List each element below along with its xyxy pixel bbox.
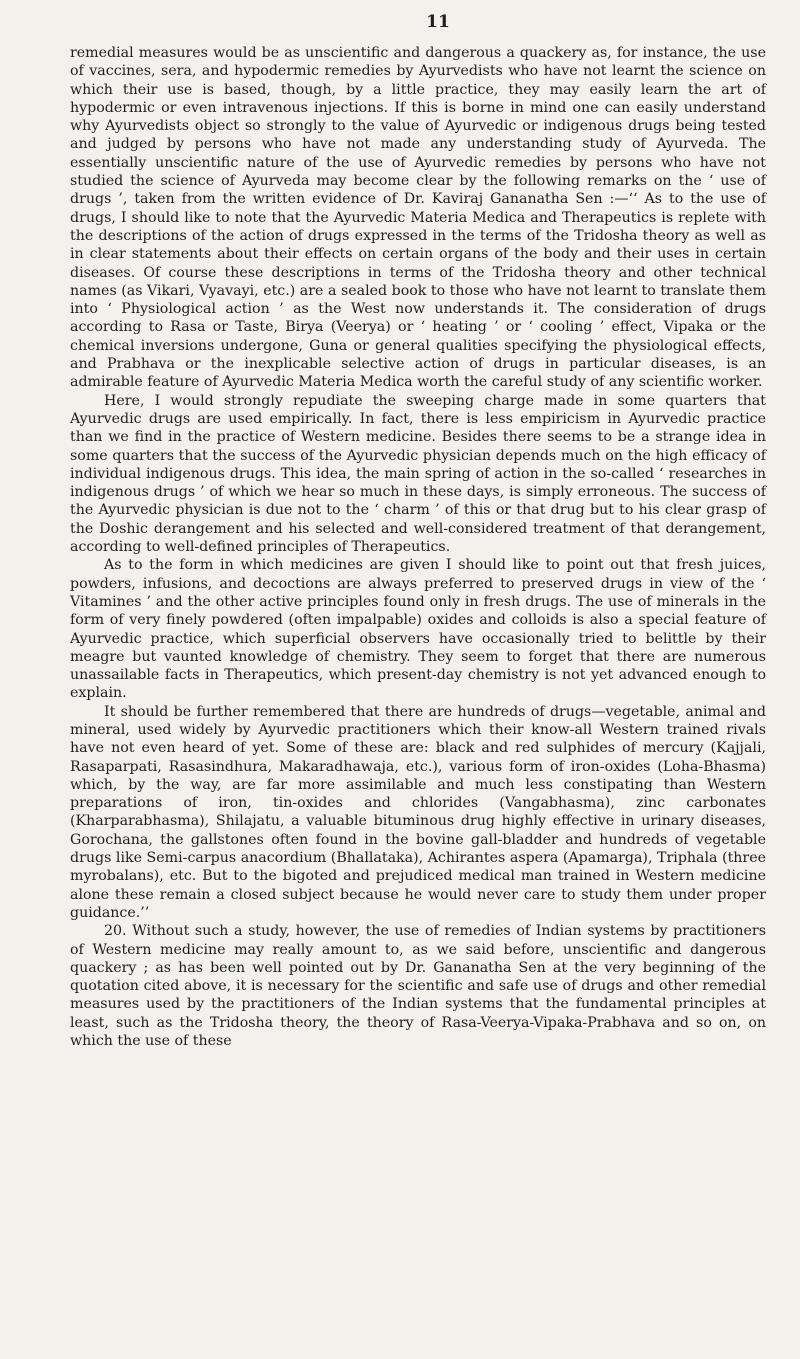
- paragraph-form-of-medicines: As to the form in which medicines are given I should like to point out that fresh juices, powders, infusions, and decoctions are always preferred to preserved drugs in view of the ‘ Vitamines ’ and the other active principles found only in fresh drugs. The use of minerals in the form of very finely powdered (often impalpable) oxides and colloids is also a special feature of Ayurvedic practice, which superficial observers have occasionally tried to belittle by their meagre but vaunted knowledge of chemistry. They seem to forget that there are numerous unassailable facts in Therapeutics, which present-day chemistry is not yet advanced enough to explain.: [70, 557, 766, 702]
- page-number: 11: [426, 12, 450, 32]
- paragraph-continuation: remedial measures would be as unscientific and dangerous a quackery as, for instance, the use of vaccines, sera, and hypodermic remedies by Ayurvedists who have not learnt the science on which their use is based, though, by a little practice, they may easily learn the art of hypodermic or even intravenous injections. If this is borne in mind one can easily understand why Ayurvedists object so strongly to the value of Ayurvedic or indigenous drugs being tested and judged by persons who have not made any understanding study of Ayurveda. The essentially unscientific nature of the use of Ayurvedic remedies by persons who have not studied the science of Ayurveda may become clear by the following remarks on the ‘ use of drugs ’, taken from the written evidence of Dr. Kaviraj Gananatha Sen :—‘‘ As to the use of drugs, I should like to note that the Ayurvedic Materia Medica and Therapeutics is replete with the descriptions of the action of drugs expressed in the terms of the Tridosha theory as well as in clear statements about their effects on certain organs of the body and their uses in certain diseases. Of course these descriptions in terms of the Tridosha theory and other technical names (as Vikari, Vyavayi, etc.) are a sealed book to those who have not learnt to translate them into ‘ Physiological action ’ as the West now understands it. The consideration of drugs according to Rasa or Taste, Birya (Veerya) or ‘ heating ’ or ‘ cooling ’ effect, Vipaka or the chemical inversions undergone, Guna or general qualities specifying the physiological effects, and Prabhava or the inexplicable selective action of drugs in particular diseases, is an admirable feature of Ayurvedic Materia Medica worth the careful study of any scientific worker.: [70, 45, 766, 391]
- paragraph-section-20: 20. Without such a study, however, the use of remedies of Indian systems by practitioners of Western medicine may really amount to, as we said before, unscientific and dangerous quackery ; as has been well pointed out by Dr. Gananatha Sen at the very beginning of the quotation cited above, it is necessary for the scientific and safe use of drugs and other remedial measures used by the practitioners of the Indian systems that the fundamental principles at least, such as the Tridosha theory, the theory of Rasa-Veerya-Vipaka-Prabhava and so on, on which the use of these: [70, 923, 766, 1050]
- paragraph-empiricism: Here, I would strongly repudiate the sweeping charge made in some quarters that Ayurvedic drugs are used empirically. In fact, there is less empiricism in Ayurvedic practice than we find in the practice of Western medicine. Besides there seems to be a strange idea in some quarters that the success of the Ayurvedic physician depends much on the high efficacy of individual indigenous drugs. This idea, the main spring of action in the so-called ‘ researches in indigenous drugs ’ of which we hear so much in these days, is simply erroneous. The success of the Ayurvedic physician is due not to the ‘ charm ’ of this or that drug but to his clear grasp of the Doshic derangement and his selected and well-considered treatment of that derangement, according to well-defined principles of Therapeutics.: [70, 392, 766, 556]
- paragraph-drug-list: It should be further remembered that there are hundreds of drugs—vegetable, animal and mineral, used widely by Ayurvedic practitioners which their know-all Western trained rivals have not even heard of yet. Some of these are: black and red sulphides of mercury (Kajjali, Rasaparpati, Rasasindhura, Makaradhawaja, etc.), various form of iron-oxides (Loha-Bhasma) which, by the way, are far more assimilable and much less constipating than Western preparations of iron, tin-oxides and chlorides (Vangabhasma), zinc carbonates (Kharparabhasma), Shilajatu, a valuable bituminous drug highly effective in urinary diseases, Gorochana, the gallstones often found in the bovine gall-bladder and hundreds of vegetable drugs like Semi-carpus anacordium (Bhallataka), Achirantes aspera (Apamarga), Triphala (three myrobalans), etc. But to the bigoted and prejudiced medical man trained in Western medicine alone these remain a closed subject because he would never care to study them under proper guidance.’’: [70, 703, 766, 921]
